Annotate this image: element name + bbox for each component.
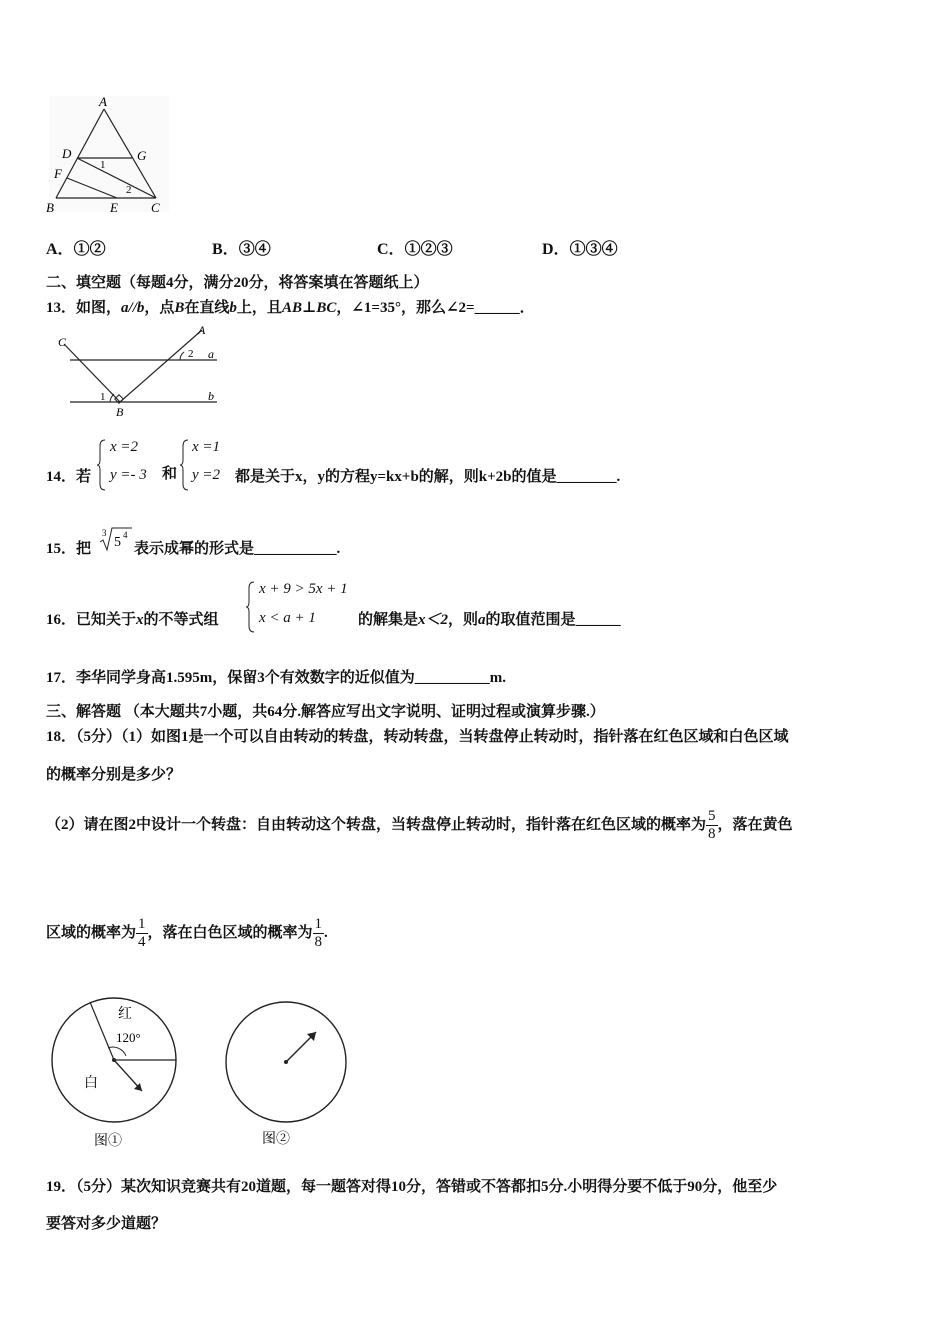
fraction-5-8 [706,808,718,843]
section-3-title: 三、解答题 （本大题共7小题，共64分.解答应写出文字说明、证明过程或演算步骤.） [46,704,605,720]
label-D: D [62,146,72,161]
question-13 [46,296,535,317]
spinner-figure-1 [44,996,189,1152]
system-1-brace [97,438,107,492]
parallel-lines-figure [52,322,224,420]
option-letter: D． [542,241,570,258]
q13-point-b: B [174,300,185,316]
question-18-part2 [46,798,793,852]
q13-text: 上，且 [236,300,282,316]
question-number: 17． [46,670,77,686]
radicand: 5 [114,535,121,550]
q14-text: 若 [76,469,92,485]
label-B: B [46,200,54,215]
q18-text: ，落在白色区域的概率为 [147,925,313,941]
q17-end: m. [489,670,507,686]
system-2-brace [180,438,190,492]
label-b: b [208,389,214,403]
label-C: C [58,335,67,349]
q18-text: 区域的概率为 [46,925,137,941]
inequality-brace [246,580,256,634]
question-16-part2 [358,608,621,629]
angle-1-label: 1 [100,391,106,403]
question-14-number [46,465,91,486]
question-18-part3 [46,906,328,960]
system-1-eq2: y =- 3 [110,467,147,483]
figure-1-caption: 图① [94,1134,122,1149]
section-2-title: 二、填空题（每题4分，满分20分，将答案填在答题纸上） [46,275,429,291]
q15-text: 把 [76,541,92,557]
cube-root-expression [98,522,134,554]
label-F: F [54,166,62,181]
exponent: 4 [123,530,128,540]
system-2-eq1: x =1 [192,439,221,455]
option-letter: C． [377,241,405,258]
inequality-2: x < a + 1 [259,610,316,626]
option-c [377,236,453,259]
q16-text: 的不等式组 [143,612,219,628]
label-G: G [137,148,147,163]
q16-text: 的取值范围是 [485,612,576,628]
q18-text: （2）请在图2中设计一个转盘：自由转动这个转盘，当转盘停止转动时，指针落在红色区域的概率为 [46,817,707,833]
q17-text: 李华同学身高1.595m，保留3个有效数字的近似值为 [76,670,415,686]
q14-text: 都是关于x，y的方程y=kx+b的解，则k+2b的值是 [235,469,557,485]
question-14-text [235,465,620,486]
q13-end: ． [519,300,535,316]
denominator: 4 [138,934,146,951]
angle-120-label: 120° [116,1030,141,1045]
system-2-eq2: y =2 [192,467,221,483]
question-number: 15． [46,541,77,557]
numerator: 1 [138,916,146,933]
denominator: 8 [314,934,323,951]
numerator: 5 [708,808,716,825]
q14-end: . [616,469,621,485]
q16-text: 已知关于 [76,612,137,628]
q13-condition: AB⊥BC [281,300,337,316]
question-19-line2: 要答对多少道题？ [46,1216,167,1232]
q16-text: 的解集是 [358,612,419,628]
label-B: B [116,405,124,419]
label-E: E [110,200,118,215]
q13-text: ，点 [144,300,175,316]
label-A: A [198,323,206,337]
option-d [542,236,618,259]
q14-and: 和 [162,466,178,482]
q13-parallel: a//b [121,300,145,316]
spinner-figure-2 [220,996,355,1150]
q16-text: ，则 [448,612,479,628]
q18-text: ，落在黄色 [717,817,793,833]
answer-blank: ________ [556,469,617,485]
label-A: A [99,94,107,109]
answer-blank: ______ [575,612,621,628]
red-region-label: 红 [118,1007,132,1022]
angle-1-label: 1 [100,159,106,171]
question-18-line1: 18．（5分）（1）如图1是一个可以自由转动的转盘，转动转盘，当转盘停止转动时，指针落在红色区域和白色区域 [46,729,789,745]
q16-condition: x＜2 [418,612,449,628]
white-region-label: 白 [84,1076,98,1091]
option-text: ①②③ [404,241,453,258]
q13-text: 在直线 [184,300,230,316]
q18-text: . [324,925,328,941]
angle-2-label: 2 [126,184,132,196]
system-1-eq1: x =2 [110,439,139,455]
angle-2-label: 2 [188,348,194,360]
label-C: C [151,200,160,215]
fraction-1-8 [313,916,325,951]
option-text: ①③④ [569,241,618,258]
question-15-text [134,537,340,558]
q13-line-b: b [229,300,237,316]
option-letter: B． [212,241,239,258]
question-number: 14． [46,469,77,485]
figure-2-caption: 图② [262,1132,290,1147]
label-a: a [208,347,214,361]
numerator: 1 [314,916,323,933]
option-text: ③④ [238,241,271,258]
question-16-part1 [46,608,219,629]
q13-text: ，∠1=35°，那么∠2= [336,300,475,316]
question-18-line2: 的概率分别是多少？ [46,767,182,783]
q16-var-a: a [478,612,486,628]
q15-end: . [336,541,341,557]
question-number: 13． [46,300,77,316]
option-text: ①② [73,241,106,258]
answer-blank: ___________ [254,541,337,557]
q16-var-x: x [136,612,144,628]
question-15-number [46,537,91,558]
option-b [212,236,271,259]
answer-blank: ______ [474,300,520,316]
option-letter: A． [46,241,74,258]
root-index: 3 [102,528,107,538]
denominator: 8 [708,826,716,843]
answer-blank: __________ [414,670,490,686]
question-19-line1: 19．（5分）某次知识竞赛共有20道题，每一题答对得10分，答错或不答都扣5分.小明得分要不低于90分，他至少 [46,1179,778,1195]
option-a [46,236,106,259]
question-17 [46,666,506,687]
inequality-1: x + 9 > 5x + 1 [259,581,348,597]
q13-text: 如图， [76,300,122,316]
triangle-figure [44,94,172,216]
fraction-1-4 [136,916,148,951]
question-number: 16． [46,612,77,628]
q15-text: 表示成幂的形式是 [134,541,255,557]
